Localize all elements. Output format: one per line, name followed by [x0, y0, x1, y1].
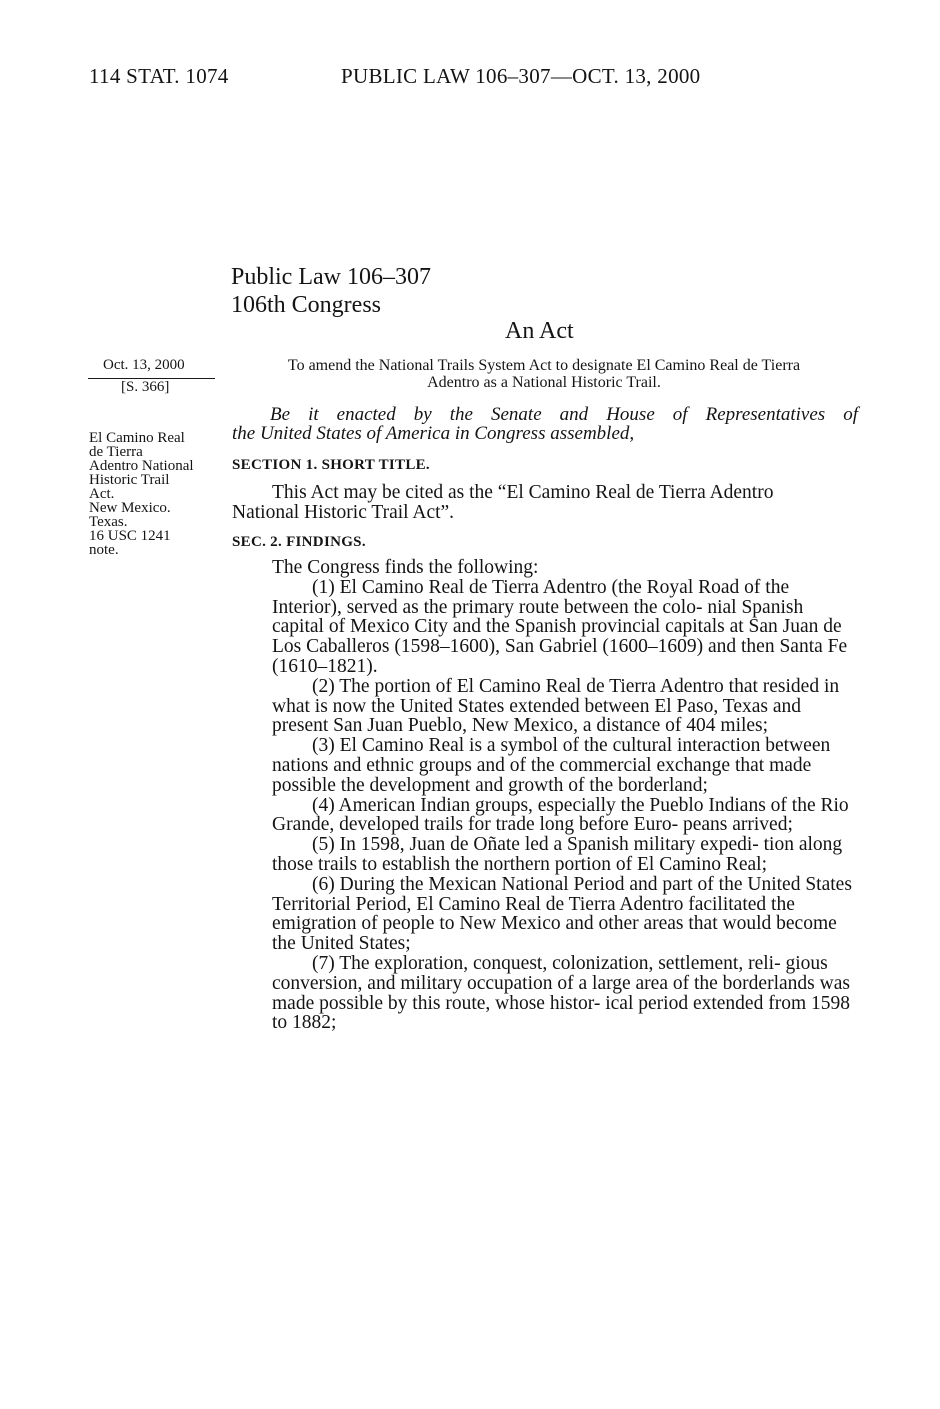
finding-line: (1) El Camino Real de Tierra Adentro (the Royal Road [312, 576, 740, 598]
finding-line: of the Rio Grande, developed trails for trade long before Euro- [272, 794, 849, 836]
finding-line: Gabriel (1600–1609) and then Santa Fe (1610–1821). [272, 636, 848, 677]
margin-note: Adentro National [89, 458, 194, 474]
finding-line: United States Territorial Period, El Camino Real de Tierra [272, 873, 852, 915]
margin-note: note. [89, 542, 119, 558]
margin-note: Act. [89, 486, 115, 502]
finding-line: gious conversion, and military occupation of a large area of [272, 952, 828, 994]
finding-4 [272, 796, 858, 836]
finding-line: the borderland; [589, 774, 708, 796]
margin-date: Oct. 13, 2000 [103, 357, 185, 373]
finding-3 [272, 736, 858, 795]
congress-number: 106th Congress [231, 292, 381, 318]
finding-line: (4) American Indian groups, especially the Pueblo Indians [312, 794, 766, 816]
finding-line: tion along those trails to establish the northern portion of [272, 834, 843, 875]
finding-7 [272, 954, 858, 1033]
act-label: An Act [505, 318, 574, 344]
finding-line: (2) The portion of El Camino Real de Tierra Adentro that [312, 675, 758, 697]
finding-5 [272, 835, 858, 875]
margin-bill-number: [S. 366] [121, 379, 170, 395]
finding-line: capitals at San Juan de Los Caballeros (1598–1600), San [272, 616, 842, 658]
finding-line: ical period extended from 1598 to 1882; [272, 992, 850, 1034]
finding-line: of the Interior), served as the primary route between the colo- [272, 576, 790, 618]
finding-line: the borderlands was made possible by this route, whose histor- [272, 972, 850, 1014]
finding-line: and other areas that would become the United States; [272, 913, 837, 955]
findings-intro: The Congress finds the following: [272, 557, 539, 578]
finding-line: Adentro facilitated the emigration of people to New Mexico [272, 893, 795, 935]
law-number: Public Law 106–307 [231, 264, 431, 290]
section-2-body [272, 558, 858, 1033]
finding-line: exchange that made possible the development and growth of [272, 754, 812, 796]
purpose-line: Adentro as a National Historic Trail. [427, 374, 661, 391]
section-2-heading: SEC. 2. FINDINGS. [232, 534, 366, 550]
finding-line: a distance of 404 miles; [582, 715, 769, 737]
enacting-clause [232, 405, 858, 443]
finding-line: between nations and ethnic groups and of the commercial [272, 735, 831, 776]
finding-1 [272, 578, 858, 677]
section-1-heading: SECTION 1. SHORT TITLE. [232, 457, 430, 473]
purpose-statement [236, 357, 852, 391]
section-1-line: National Historic Trail Act”. [232, 501, 455, 523]
enacting-line: Be it enacted by the Senate and House of Representatives of [270, 404, 858, 425]
finding-line: (6) During the Mexican National Period and part of the [312, 873, 743, 895]
finding-line: peans arrived; [682, 814, 793, 836]
margin-notes [89, 431, 229, 557]
running-title: PUBLIC LAW 106–307—OCT. 13, 2000 [341, 64, 701, 88]
section-1-body [232, 483, 858, 523]
margin-note: de Tierra [89, 444, 143, 460]
finding-6 [272, 875, 858, 954]
finding-line: El Paso, Texas and present San Juan Pueblo, New Mexico, [272, 695, 801, 737]
enacting-line: the United States of America in Congress assembled, [232, 423, 635, 444]
stat-page-number: 114 STAT. 1074 [89, 64, 229, 88]
finding-2 [272, 677, 858, 736]
margin-note: New Mexico. [89, 500, 171, 516]
section-1-line: This Act may be cited as the “El Camino Real de Tierra Adentro [272, 482, 774, 503]
margin-note: 16 USC 1241 [89, 528, 171, 544]
margin-note: El Camino Real [89, 430, 185, 446]
purpose-line: To amend the National Trails System Act to designate El Camino Real de Tierra [287, 357, 801, 374]
margin-note: Historic Trail [89, 472, 170, 488]
finding-line: (5) In 1598, Juan de Oñate led a Spanish military expedi- [312, 834, 759, 856]
finding-line: resided in what is now the United States extended between [272, 675, 840, 717]
margin-note: Texas. [89, 514, 128, 530]
finding-line: nial Spanish capital of Mexico City and the Spanish provincial [272, 596, 804, 638]
finding-line: El Camino Real; [637, 853, 767, 875]
finding-line: (7) The exploration, conquest, colonization, settlement, reli- [312, 952, 781, 974]
finding-line: (3) El Camino Real is a symbol of the cultural interaction [312, 735, 761, 757]
